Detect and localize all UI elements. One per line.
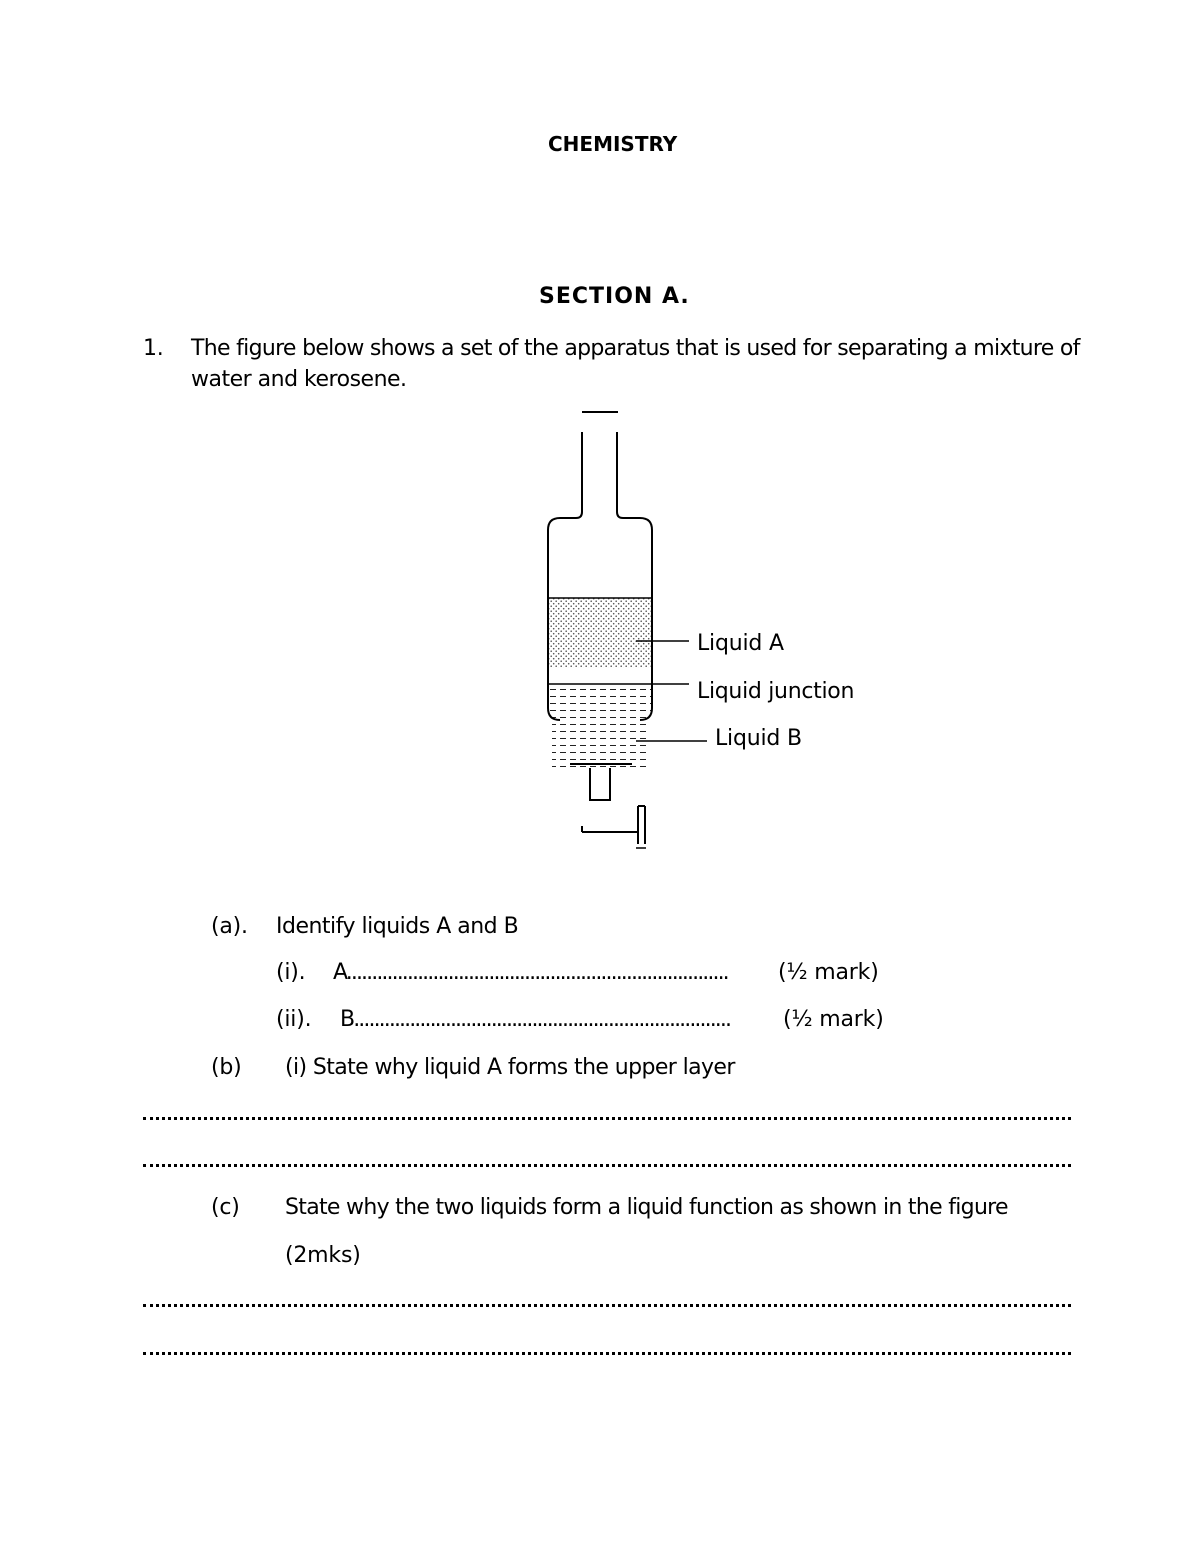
part-a-label: (a).: [211, 914, 248, 939]
subject-title: CHEMISTRY: [548, 132, 678, 156]
liquid-b-tail: [552, 722, 648, 768]
label-liquid-junction: Liquid junction: [697, 679, 855, 704]
question-number: 1.: [143, 336, 164, 361]
part-b-label: (b): [211, 1055, 242, 1080]
part-a-ii-answer[interactable]: B..........................................................................: [340, 1007, 731, 1032]
part-a-ii-label: (ii).: [276, 1007, 312, 1032]
part-a-i-answer[interactable]: A...........................................................................: [333, 960, 728, 985]
section-title: SECTION A.: [539, 284, 690, 309]
question-text-line2: water and kerosene.: [191, 367, 407, 392]
part-a-i-label: (i).: [276, 960, 306, 985]
answer-line-b1[interactable]: [143, 1117, 1071, 1120]
part-c-label: (c): [211, 1195, 240, 1220]
label-liquid-a: Liquid A: [697, 631, 784, 656]
part-a-i-marks: (½ mark): [778, 960, 879, 985]
answer-line-c1[interactable]: [143, 1304, 1071, 1307]
tap-stem: [590, 768, 610, 800]
answer-line-c2[interactable]: [143, 1352, 1071, 1355]
part-b-text: (i) State why liquid A forms the upper layer: [285, 1055, 735, 1080]
part-a-text: Identify liquids A and B: [276, 914, 519, 939]
part-c-text: State why the two liquids form a liquid function as shown in the figure: [285, 1195, 1008, 1220]
liquid-b-fill: [549, 684, 651, 720]
label-liquid-b: Liquid B: [715, 726, 802, 751]
question-text-line1: The figure below shows a set of the apparatus that is used for separating a mixture of: [191, 336, 1080, 361]
liquid-a-fill: [549, 598, 651, 668]
part-c-marks: (2mks): [285, 1243, 361, 1268]
answer-line-b2[interactable]: [143, 1164, 1071, 1167]
part-a-ii-marks: (½ mark): [783, 1007, 884, 1032]
